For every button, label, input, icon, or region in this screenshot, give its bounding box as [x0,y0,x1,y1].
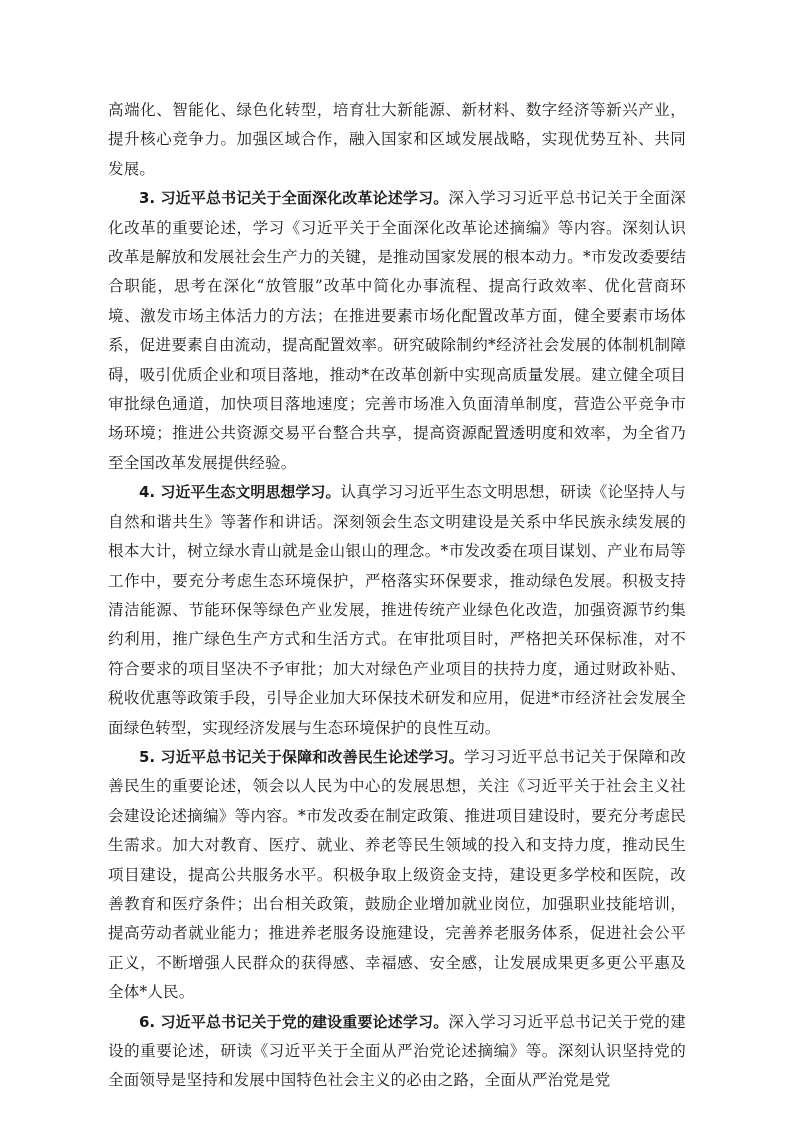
paragraph-body: 高端化、智能化、绿色化转型，培育壮大新能源、新材料、数字经济等新兴产业，提升核心竞争力。加强区域合作，融入国家和区域发展战略，实现优势互补、共同发展。 [108,101,686,178]
section-5-paragraph [108,743,686,1008]
section-4-body: 认真学习习近平生态文明思想，研读《论坚持人与自然和谐共生》等著作和讲话。深刻领会生态文明建设是关系中华民族永续发展的根本大计，树立绿水青山就是金山银山的理念。*市发改委在项目谋划、产业布局等工作中，要充分考虑生态环境保护，严格落实环保要求，推动绿色发展。积极支持清洁能源、节能环保等绿色产业发展，推进传统产业绿色化改造，加强资源节约集约利用，推广绿色生产方式和生活方式。在审批项目时，严格把关环保标准，对不符合要求的项目坚决不予审批；加大对绿色产业项目的扶持力度，通过财政补贴、税收优惠等政策手段，引导企业加大环保技术研发和应用，促进*市经济社会发展全面绿色转型，实现经济发展与生态环境保护的良性互动。 [108,483,686,737]
section-5-body: 学习习近平总书记关于保障和改善民生的重要论述，领会以人民为中心的发展思想，关注《习近平关于社会主义社会建设论述摘编》等内容。*市发改委在制定政策、推进项目建设时，要充分考虑民生需求。加大对教育、医疗、就业、养老等民生领域的投入和支持力度，推动民生项目建设，提高公共服务水平。积极争取上级资金支持，建设更多学校和医院，改善教育和医疗条件；出台相关政策，鼓励企业增加就业岗位，加强职业技能培训，提高劳动者就业能力；推进养老服务设施建设，完善养老服务体系，促进社会公平正义，不断增强人民群众的获得感、幸福感、安全感，让发展成果更多更公平惠及全体*人民。 [108,747,686,1002]
section-4-paragraph [108,478,686,743]
section-3-heading: 3. 习近平总书记关于全面深化改革论述学习。 [139,189,449,208]
section-3-paragraph [108,184,686,478]
paragraph-continuation [108,96,686,184]
section-5-heading: 5. 习近平总书记关于保障和改善民生论述学习。 [139,747,464,766]
section-6-body: 深入学习习近平总书记关于党的建设的重要论述，研读《习近平关于全面从严治党论述摘编》等。深刻认识坚持党的全面领导是坚持和发展中国特色社会主义的必由之路，全面从严治党是党 [108,1012,686,1090]
section-6-paragraph [108,1008,686,1096]
section-3-body: 深入学习习近平总书记关于全面深化改革的重要论述，学习《习近平关于全面深化改革论述摘编》等内容。深刻认识改革是解放和发展社会生产力的关键，是推动国家发展的根本动力。*市发改委要结合职能，思考在深化“放管服”改革中简化办事流程、提高行政效率、优化营商环境、激发市场主体活力的方法；在推进要素市场化配置改革方面，健全要素市场体系，促进要素自由流动，提高配置效率。研究破除制约*经济社会发展的体制机制障碍，吸引优质企业和项目落地，推动*在改革创新中实现高质量发展。建立健全项目审批绿色通道，加快项目落地速度；完善市场准入负面清单制度，营造公平竞争市场环境；推进公共资源交易平台整合共享，提高资源配置透明度和效率，为全省乃至全国改革发展提供经验。 [108,189,686,472]
document-page [108,96,686,1096]
section-6-heading: 6. 习近平总书记关于党的建设重要论述学习。 [139,1012,449,1031]
section-4-heading: 4. 习近平生态文明思想学习。 [139,483,341,502]
